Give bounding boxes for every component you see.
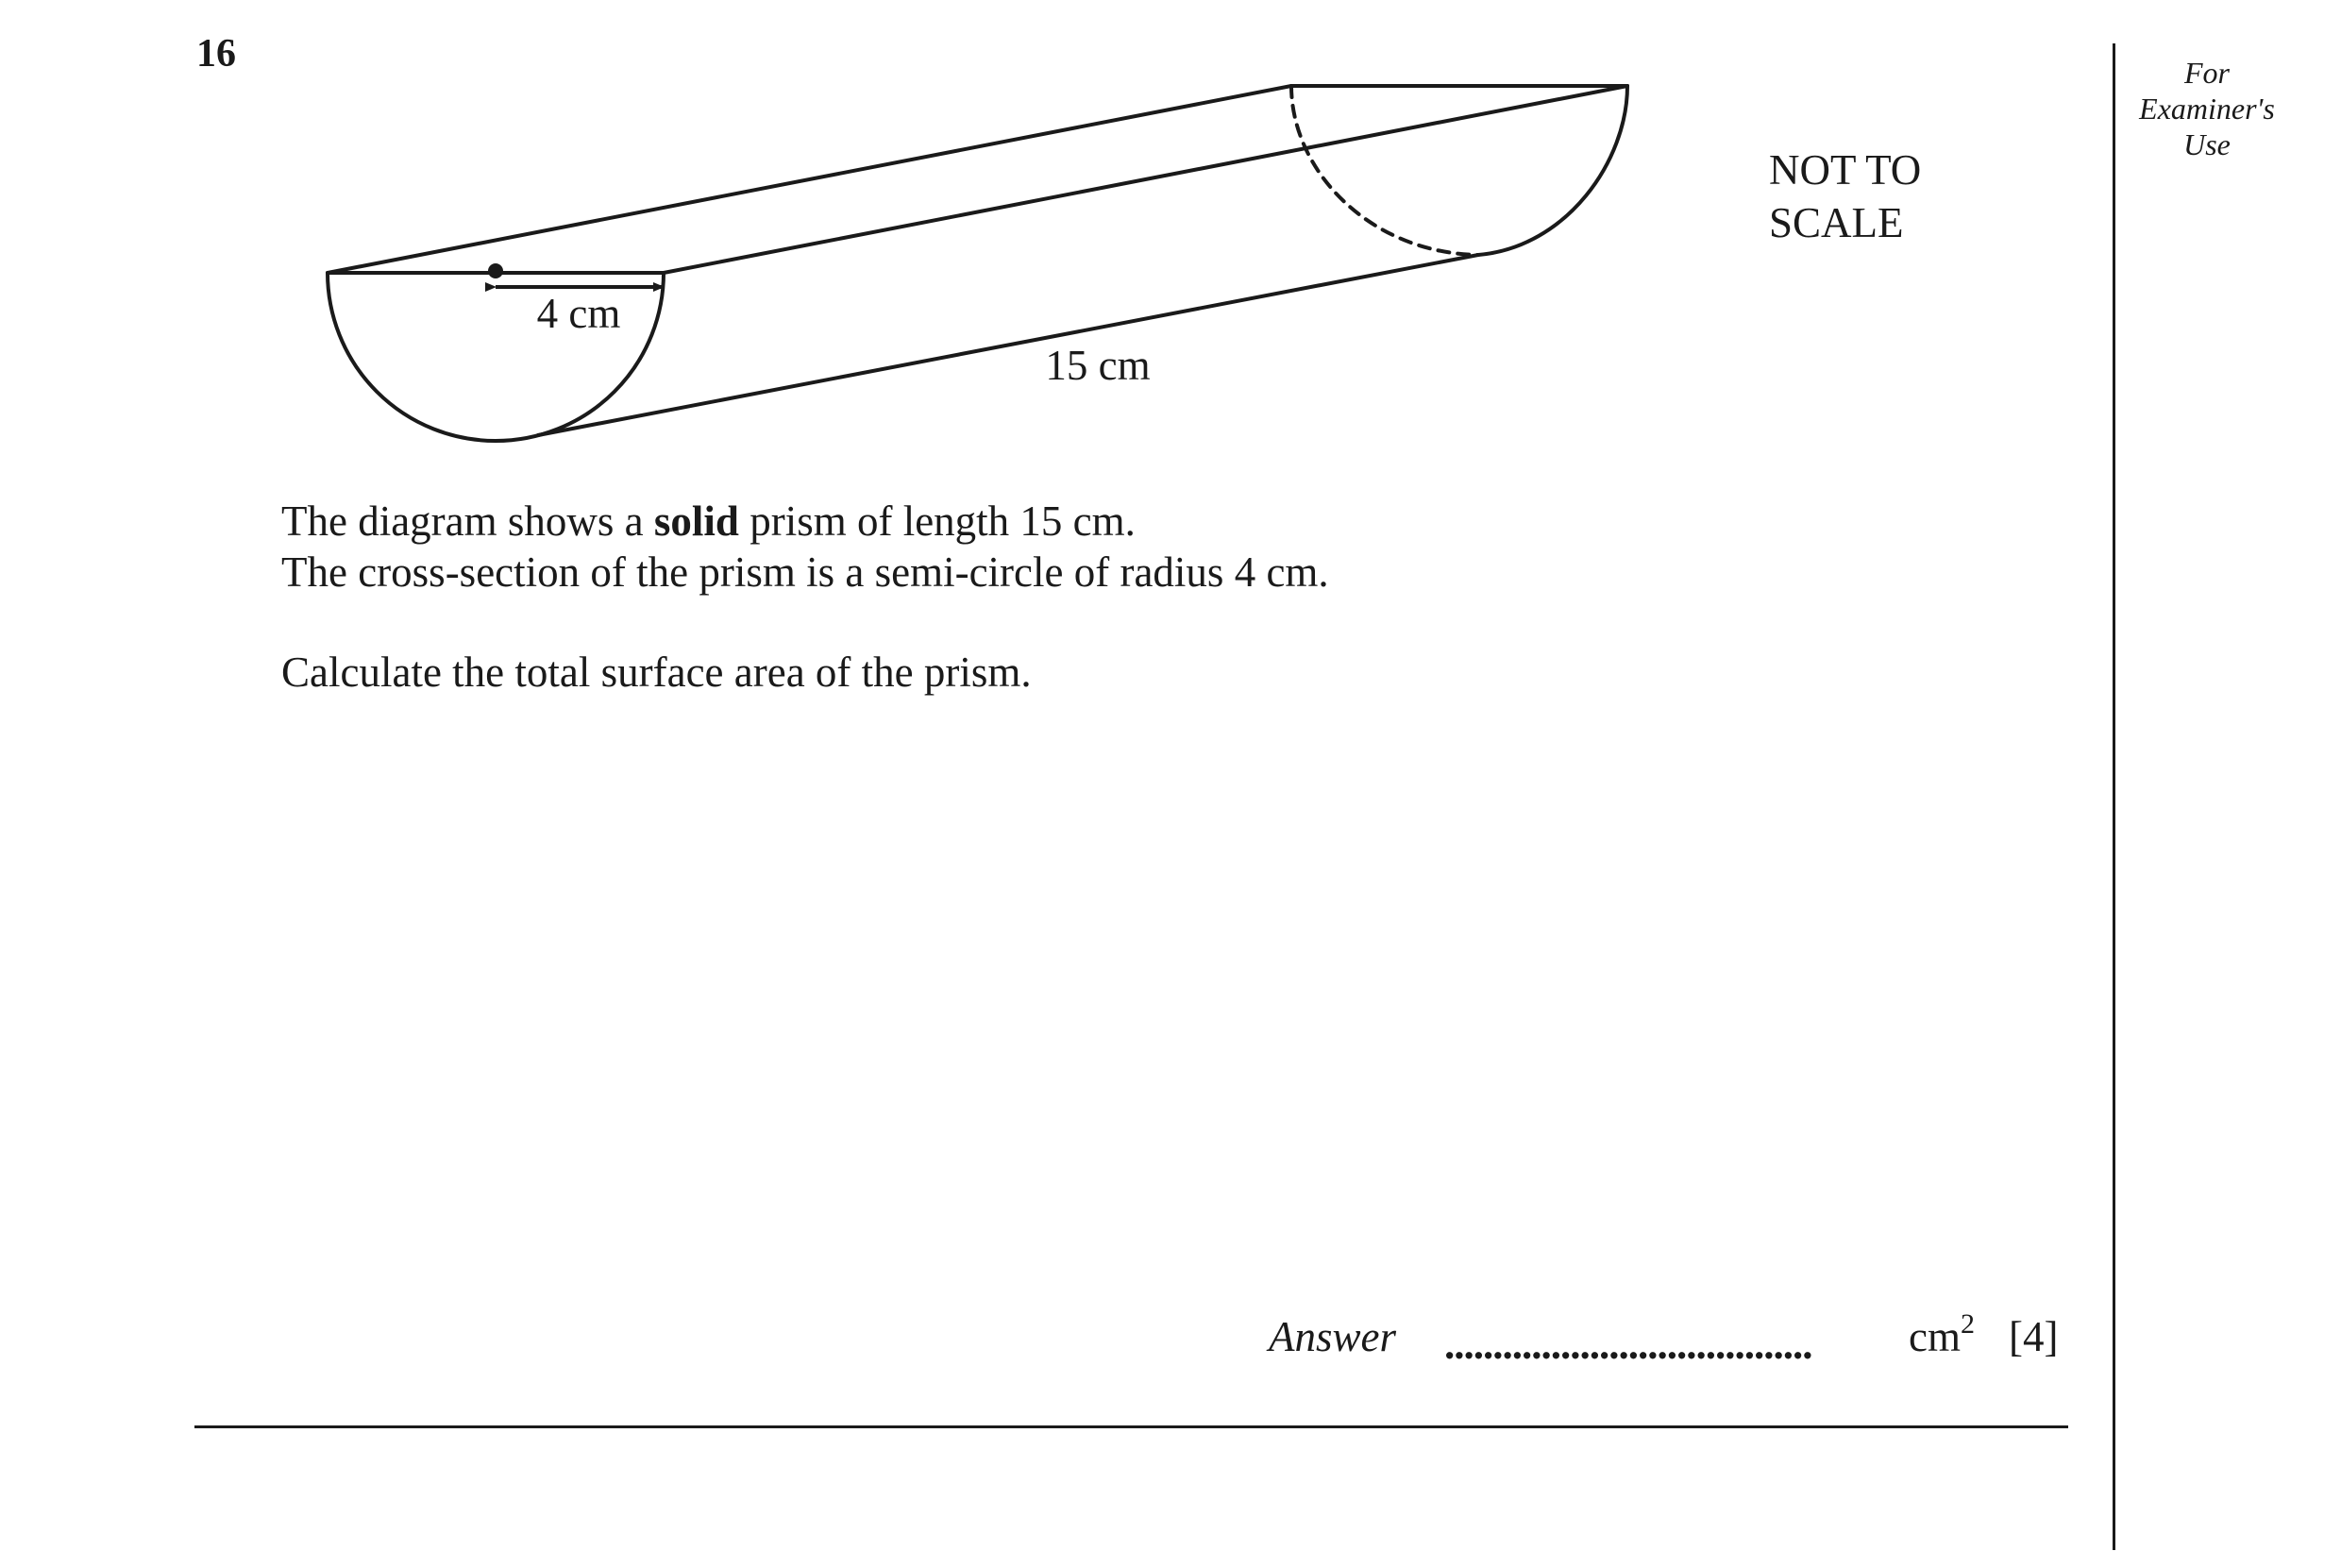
length-label: 15 cm [1045, 342, 1151, 389]
back-semicircle-hidden-arc [1291, 86, 1478, 255]
answer-unit-power: 2 [1960, 1308, 1975, 1340]
answer-unit [1909, 1308, 1975, 1360]
answer-unit-text: cm [1909, 1313, 1961, 1360]
question-number: 16 [196, 32, 236, 76]
not-to-scale-line: NOT TO [1769, 146, 1922, 194]
bottom-tangent-edge [538, 255, 1478, 435]
not-to-scale-note [1769, 143, 1921, 249]
question-text-line-2: The cross-section of the prism is a semi-circle of radius 4 cm. [281, 548, 1329, 596]
answer-label: Answer [1269, 1313, 1396, 1360]
question-instruction: Calculate the total surface area of the prism. [281, 649, 1032, 696]
question-text-part: prism of length 15 cm. [738, 497, 1136, 545]
question-text-emphasis: solid [653, 497, 739, 545]
answer-field[interactable]: ...................................... [1444, 1324, 1812, 1366]
examiner-line: Use [2183, 127, 2231, 161]
marks-label: [4] [2009, 1313, 2059, 1360]
radius-label: 4 cm [536, 290, 621, 337]
question-text-line-1 [281, 497, 1136, 545]
examiner-line: Examiner's [2139, 92, 2275, 126]
examiner-line: For [2184, 56, 2230, 90]
question-divider [194, 1425, 2068, 1428]
question-text-part: The diagram shows a [281, 497, 654, 545]
centre-point [488, 263, 503, 278]
not-to-scale-line: SCALE [1769, 199, 1904, 246]
